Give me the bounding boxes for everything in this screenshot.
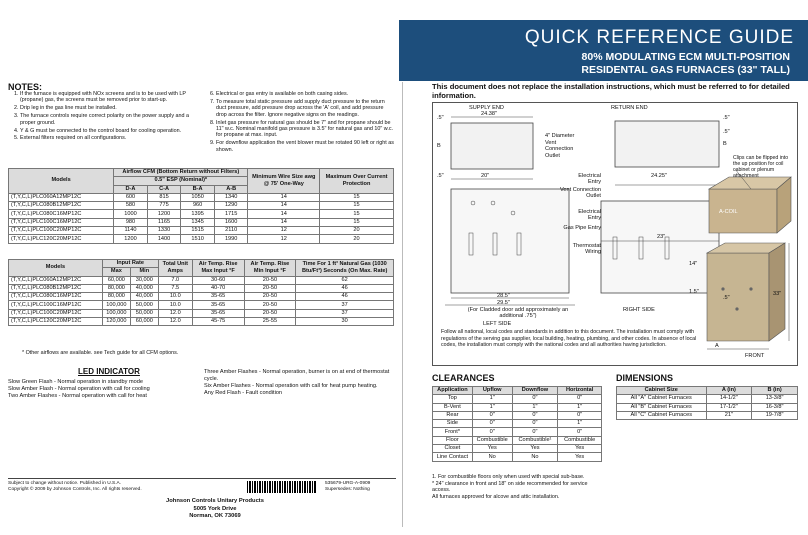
led-item: Any Red Flash - Fault condition <box>204 390 283 396</box>
table-cell: Yes <box>558 453 602 461</box>
table-cell: 30-60 <box>192 276 244 284</box>
table-row <box>433 395 602 403</box>
table-cell: Closet <box>433 445 473 453</box>
table-cell: 20-50 <box>244 293 296 301</box>
table-cell: 1290 <box>214 202 248 210</box>
table-cell: 25-55 <box>244 318 296 326</box>
table-cell: 2110 <box>214 227 248 235</box>
table-cell: No <box>472 453 512 461</box>
label-cladded-door: (For Cladded door add approximately an additional .75") <box>467 307 569 319</box>
table-cell: 580 <box>114 202 148 210</box>
table-cell: 15 <box>320 210 394 218</box>
table-cell: 16-3/8" <box>752 403 798 411</box>
dim-33: 33" <box>773 291 782 297</box>
company-address <box>150 498 280 521</box>
airflow-header-col: B-A <box>181 185 215 193</box>
company-city: Norman, OK 73069 <box>189 513 241 519</box>
dim-24-25: 24.25" <box>651 173 667 179</box>
table-cell: 7.5 <box>158 284 192 292</box>
table-row <box>9 235 394 243</box>
header-banner <box>0 0 808 81</box>
table-cell: 0" <box>512 428 558 436</box>
label-front: FRONT <box>745 353 765 359</box>
table-cell: 20-50 <box>244 301 296 309</box>
footer-supersedes: Supersedes: Nothing <box>325 487 370 492</box>
table-cell: 35-65 <box>192 293 244 301</box>
table-cell: 35-65 <box>192 309 244 317</box>
label-acoil: A-COIL <box>719 209 738 215</box>
input-header-rise-min: Air Temp. Rise Min Input °F <box>244 260 296 277</box>
airflow-header-protection: Maximum Over Current Protection <box>320 169 394 194</box>
dim-1-5: 1.5" <box>689 289 699 295</box>
table-cell: 14 <box>248 193 320 201</box>
table-cell: (T,Y,C,L)PLC100C16MP12C <box>9 301 103 309</box>
supply-end-box <box>451 123 533 169</box>
label-vent-connection: 4" Diameter Vent Connection Outlet <box>545 133 575 159</box>
table-cell: 80,000 <box>102 293 130 301</box>
dim-23: 23" <box>657 234 666 240</box>
table-cell: 1600 <box>214 218 248 226</box>
table-row <box>9 284 394 292</box>
table-cell: 10.0 <box>158 293 192 301</box>
table-cell: 60,000 <box>102 276 130 284</box>
table-cell: (T,Y,C,L)PLC080C16MP12C <box>9 210 114 218</box>
table-cell: No <box>512 453 558 461</box>
input-header-amps: Total Unit Amps <box>158 260 192 277</box>
dimensions-heading: DIMENSIONS <box>616 373 674 383</box>
table-row <box>617 411 798 419</box>
table-row <box>9 309 394 317</box>
table-cell: 1165 <box>147 218 181 226</box>
footer-copyright-text: Copyright © 2009 by Johnson Controls, Inc. All rights reserved. <box>8 487 142 492</box>
led-item: Six Amber Flashes - Normal operation with call for heat pump heating. <box>204 383 378 389</box>
table-cell: (T,Y,C,L)PLC100C20MP12C <box>9 309 103 317</box>
table-cell: 0" <box>512 411 558 419</box>
table-cell: 980 <box>114 218 148 226</box>
warning-text: This document does not replace the installation instructions, which must be referred to for detailed information. <box>432 82 790 100</box>
codes-info: Follow all national, local codes and standards in addition to this document. The installation must comply with regulations of the serving gas supplier, local building, heating, plumbing, and other codes. In absence of local codes, the installation must comply with the national codes and all authorities having jurisdiction. <box>441 329 697 348</box>
table-cell: 1" <box>512 403 558 411</box>
note-item: 2. Drip leg in the gas line must be installed. <box>20 105 198 111</box>
input-rate-table <box>8 259 394 326</box>
notes-right-column <box>204 91 394 155</box>
furnace-diagram <box>433 103 799 367</box>
table-cell: Yes <box>558 445 602 453</box>
table-row <box>9 202 394 210</box>
airflow-header-col: D-A <box>114 185 148 193</box>
table-cell: 0" <box>558 411 602 419</box>
led-item: Slow Amber Flash - Normal operation with call for cooling <box>8 386 150 392</box>
furnace-front <box>707 253 769 341</box>
dim-20: 20" <box>481 173 490 179</box>
document-subtitle-1: 80% MODULATING ECM MULTI-POSITION <box>581 51 790 63</box>
table-cell: 40-70 <box>192 284 244 292</box>
furnace-fastener <box>721 287 724 290</box>
table-cell: 80,000 <box>102 284 130 292</box>
footer-rule <box>8 478 396 479</box>
label-left-side: LEFT SIDE <box>483 321 512 327</box>
table-cell: 20-50 <box>244 309 296 317</box>
table-cell: 1" <box>558 420 602 428</box>
footer-notice: Subject to change without notice. Published in U.S.A. <box>8 481 122 486</box>
table-cell: 30 <box>296 318 394 326</box>
table-cell: (T,Y,C,L)PLC060A12MP12C <box>9 276 103 284</box>
diagram-box <box>432 102 798 366</box>
table-cell: 35-65 <box>192 301 244 309</box>
note-item: 3. The furnace controls require correct polarity on the power supply and a proper ground. <box>20 113 198 126</box>
airflow-header-models: Models <box>9 169 114 194</box>
table-cell: 1395 <box>181 210 215 218</box>
table-row <box>9 218 394 226</box>
table-cell: 775 <box>147 202 181 210</box>
table-cell: (T,Y,C,L)PLC100C20MP12C <box>9 227 114 235</box>
label-thermostat: Thermostat Wiring <box>572 243 601 255</box>
clearances-table <box>432 386 602 462</box>
table-cell: 15 <box>320 202 394 210</box>
note-item: 8. Inlet gas pressure for natural gas should be 7" and for propane should be 11" w.c. Nominal manifold gas pressure is 3.5" for natural gas and 10" w.c. for propane at max. input. <box>216 120 394 139</box>
table-cell: Combustible <box>558 436 602 444</box>
table-cell: 60,000 <box>130 318 158 326</box>
table-cell: 45-75 <box>192 318 244 326</box>
table-cell: 20-50 <box>244 276 296 284</box>
footer-docnum <box>325 481 370 493</box>
document-subtitle-2: RESIDENTAL GAS FURNACES (33" TALL) <box>581 64 790 76</box>
led-right-column <box>204 369 394 397</box>
clearance-note: 1. For combustible floors only when used with special sub-base. <box>432 474 585 480</box>
table-cell: (T,Y,C,L)PLC080B12MP12C <box>9 202 114 210</box>
footer-copyright <box>8 481 142 493</box>
led-left-column <box>8 379 198 400</box>
table-cell: 62 <box>296 276 394 284</box>
led-item: Three Amber Flashes - Normal operation, burner is on at end of thermostat cycle. <box>204 369 390 382</box>
table-cell: 1200 <box>147 210 181 218</box>
led-item: Two Amber Flashes - Normal operation with call for heat <box>8 393 147 399</box>
table-row <box>617 403 798 411</box>
table-cell: 14 <box>248 202 320 210</box>
table-cell: All "C" Cabinet Furnaces <box>617 411 707 419</box>
table-cell: 20 <box>320 227 394 235</box>
label-a: A <box>715 343 719 349</box>
clearances-header: Downflow <box>512 387 558 395</box>
table-cell: 15 <box>320 193 394 201</box>
table-row <box>433 403 602 411</box>
clearances-header: Horizontal <box>558 387 602 395</box>
table-cell: Side <box>433 420 473 428</box>
table-cell: Top <box>433 395 473 403</box>
company-street: 5005 York Drive <box>193 505 237 512</box>
table-cell: 12 <box>248 227 320 235</box>
table-cell: 14 <box>248 218 320 226</box>
table-cell: 12.0 <box>158 309 192 317</box>
airflow-header-esp: 0.5" ESP (Nominal)* <box>114 177 248 185</box>
clearances-header: Application <box>433 387 473 395</box>
input-header-rise-max: Air Temp. Rise Max Input °F <box>192 260 244 277</box>
table-cell: 12 <box>248 235 320 243</box>
table-row <box>617 395 798 403</box>
table-cell: 20-50 <box>244 284 296 292</box>
table-cell: 0" <box>472 411 512 419</box>
table-cell: 1400 <box>147 235 181 243</box>
label-vent-outlet: Vent Connection Outlet <box>559 187 601 199</box>
table-cell: 1510 <box>181 235 215 243</box>
table-cell: 1330 <box>147 227 181 235</box>
table-cell: 0" <box>472 420 512 428</box>
table-cell: Line Contact <box>433 453 473 461</box>
dimensions-header: A (in) <box>706 387 752 395</box>
table-cell: 815 <box>147 193 181 201</box>
table-cell: 15 <box>320 218 394 226</box>
dimensions-header: B (in) <box>752 387 798 395</box>
table-cell: 21" <box>706 411 752 419</box>
dim-24-38: 24.38" <box>481 111 497 117</box>
airflow-header-airflow: Airflow CFM (Bottom Return without Filters) <box>114 169 248 177</box>
table-cell: 1990 <box>214 235 248 243</box>
table-cell: 12.0 <box>158 318 192 326</box>
barcode <box>247 481 317 493</box>
table-cell: 19-7/8" <box>752 411 798 419</box>
table-cell: 100,000 <box>102 309 130 317</box>
document-title: QUICK REFERENCE GUIDE <box>524 27 794 48</box>
table-cell: 1000 <box>114 210 148 218</box>
table-row <box>433 420 602 428</box>
table-cell: 37 <box>296 301 394 309</box>
notes-section <box>8 82 398 153</box>
clearances-notes <box>432 474 602 500</box>
note-item: 1. If the furnace is equipped with NOx screens and is to be used with LP (propane) gas, the screens must be removed prior to start-up. <box>20 91 198 104</box>
label-clips: Clips can be flipped into the up position for coil cabinet or plenum attachment <box>733 155 789 179</box>
dim-0-5a: .5" <box>437 115 444 121</box>
left-side-box <box>451 189 569 293</box>
input-header-models: Models <box>9 260 103 277</box>
table-cell: All "A" Cabinet Furnaces <box>617 395 707 403</box>
table-cell: 0" <box>472 428 512 436</box>
table-row <box>9 210 394 218</box>
label-right-side: RIGHT SIDE <box>623 307 655 313</box>
table-cell: Floor <box>433 436 473 444</box>
table-cell: 17-1/2" <box>706 403 752 411</box>
table-cell: 40,000 <box>130 284 158 292</box>
table-cell: Combustible <box>472 436 512 444</box>
table-cell: 13-3/8" <box>752 395 798 403</box>
table-cell: (T,Y,C,L)PLC120C20MP12C <box>9 235 114 243</box>
dim-0-5c: .5" <box>723 115 730 121</box>
furnace-fastener <box>749 287 752 290</box>
notes-left-column <box>8 91 198 143</box>
dim-0-5e: .5" <box>723 295 730 301</box>
led-item: Slow Green Flash - Normal operation in standby mode <box>8 379 143 385</box>
table-cell: 1345 <box>181 218 215 226</box>
table-cell: B-Vent <box>433 403 473 411</box>
clearance-note: * 24" clearance in front and 18" on side recommended for service access. <box>432 480 588 494</box>
note-item: 5. External filters required on all configurations. <box>20 135 198 141</box>
table-cell: 37 <box>296 309 394 317</box>
table-cell: 0" <box>512 420 558 428</box>
table-cell: 1050 <box>181 193 215 201</box>
table-row <box>9 318 394 326</box>
table-row <box>433 411 602 419</box>
table-cell: 14-1/2" <box>706 395 752 403</box>
table-cell: Rear <box>433 411 473 419</box>
table-cell: 14 <box>248 210 320 218</box>
table-cell: 1" <box>472 403 512 411</box>
table-row <box>433 428 602 436</box>
table-cell: (T,Y,C,L)PLC080C16MP12C <box>9 293 103 301</box>
label-electrical-entry-1: Electrical Entry <box>578 173 601 185</box>
note-item: 9. For downflow application the vent blower must be rotated 90 left or right as shown. <box>216 140 394 153</box>
table-cell: 600 <box>114 193 148 201</box>
label-gas-pipe: Gas Pipe Entry <box>563 225 601 231</box>
table-cell: All "B" Cabinet Furnaces <box>617 403 707 411</box>
clearance-note: All furnaces approved for alcove and attic installation. <box>432 493 560 500</box>
label-electrical-entry-2: Electrical Entry <box>578 209 601 221</box>
table-cell: Yes <box>472 445 512 453</box>
label-supply-end: SUPPLY END <box>469 105 504 111</box>
return-end-box <box>615 121 719 167</box>
table-cell: Front* <box>433 428 473 436</box>
table-cell: 40,000 <box>130 293 158 301</box>
note-item: 7. To measure total static pressure add supply duct pressure to the return duct pressure, add pressure drop across the 'A' coil, and add pressure drop across the filter. Ignore negative signs on the readings. <box>216 99 394 118</box>
dimensions-header: Cabinet Size <box>617 387 707 395</box>
table-cell: 1" <box>558 403 602 411</box>
dim-0-5b: .5" <box>437 173 444 179</box>
table-cell: 1140 <box>114 227 148 235</box>
dim-0-5d: .5" <box>723 129 730 135</box>
table-cell: (T,Y,C,L)PLC100C16MP12C <box>9 218 114 226</box>
clearances-heading: CLEARANCES <box>432 373 495 383</box>
table-row <box>9 193 394 201</box>
dim-29-5: 29.5" <box>497 300 510 306</box>
table-cell: 0" <box>558 428 602 436</box>
table-row <box>9 276 394 284</box>
table-cell: Yes <box>512 445 558 453</box>
input-header-time: Time For 1 ft³ Natural Gas (1030 Btu/Ft³) Seconds (On Max. Rate) <box>296 260 394 277</box>
table-cell: 46 <box>296 293 394 301</box>
input-header-min: Min <box>130 268 158 276</box>
table-cell: 10.0 <box>158 301 192 309</box>
table-cell: (T,Y,C,L)PLC120C20MP12C <box>9 318 103 326</box>
table-cell: 1" <box>472 395 512 403</box>
clearances-header: Upflow <box>472 387 512 395</box>
table-row <box>9 227 394 235</box>
table-cell: 7.0 <box>158 276 192 284</box>
note-item: 4. Y & G must be connected to the control board for cooling operation. <box>20 128 198 134</box>
airflow-header-wire: Minimum Wire Size awg @ 75' One-Way <box>248 169 320 194</box>
notes-heading: NOTES: <box>8 82 43 92</box>
table-cell: 1715 <box>214 210 248 218</box>
table-cell: 100,000 <box>102 301 130 309</box>
airflow-footnote: * Other airflows are available. see Tech guide for all CFM options. <box>22 350 179 356</box>
dimensions-table <box>616 386 798 420</box>
table-row <box>433 445 602 453</box>
table-cell: 50,000 <box>130 309 158 317</box>
table-cell: 1515 <box>181 227 215 235</box>
footer-document-number: 535679-URG-A-0909 <box>325 481 371 486</box>
table-row <box>9 301 394 309</box>
airflow-header-col: C-A <box>147 185 181 193</box>
table-cell: 0" <box>558 395 602 403</box>
dim-28-5: 28.5" <box>497 293 510 299</box>
input-header-rate: Input Rate <box>102 260 158 268</box>
input-header-max: Max <box>102 268 130 276</box>
table-row <box>433 453 602 461</box>
label-b-supply: B <box>437 143 441 149</box>
center-divider <box>402 82 403 527</box>
table-cell: 1200 <box>114 235 148 243</box>
table-cell: 20 <box>320 235 394 243</box>
label-b-return: B <box>723 141 727 147</box>
company-name: Johnson Controls Unitary Products <box>166 498 264 504</box>
dim-14: 14" <box>689 261 698 267</box>
airflow-header-col: A-B <box>214 185 248 193</box>
table-cell: 0" <box>512 395 558 403</box>
table-row <box>433 436 602 444</box>
furnace-fastener <box>735 307 738 310</box>
table-cell: Combustible¹ <box>512 436 558 444</box>
table-cell: 120,000 <box>102 318 130 326</box>
table-cell: (T,Y,C,L)PLC060A12MP12C <box>9 193 114 201</box>
airflow-table <box>8 168 394 244</box>
right-side-box <box>601 201 719 293</box>
table-cell: 30,000 <box>130 276 158 284</box>
table-cell: 960 <box>181 202 215 210</box>
table-cell: 50,000 <box>130 301 158 309</box>
table-cell: 1340 <box>214 193 248 201</box>
table-cell: 46 <box>296 284 394 292</box>
note-item: 6. Electrical or gas entry is available on both casing sides. <box>216 91 394 97</box>
label-return-end: RETURN END <box>611 105 648 111</box>
table-cell: (T,Y,C,L)PLC080B12MP12C <box>9 284 103 292</box>
led-heading: LED INDICATOR <box>78 367 140 376</box>
table-row <box>9 293 394 301</box>
